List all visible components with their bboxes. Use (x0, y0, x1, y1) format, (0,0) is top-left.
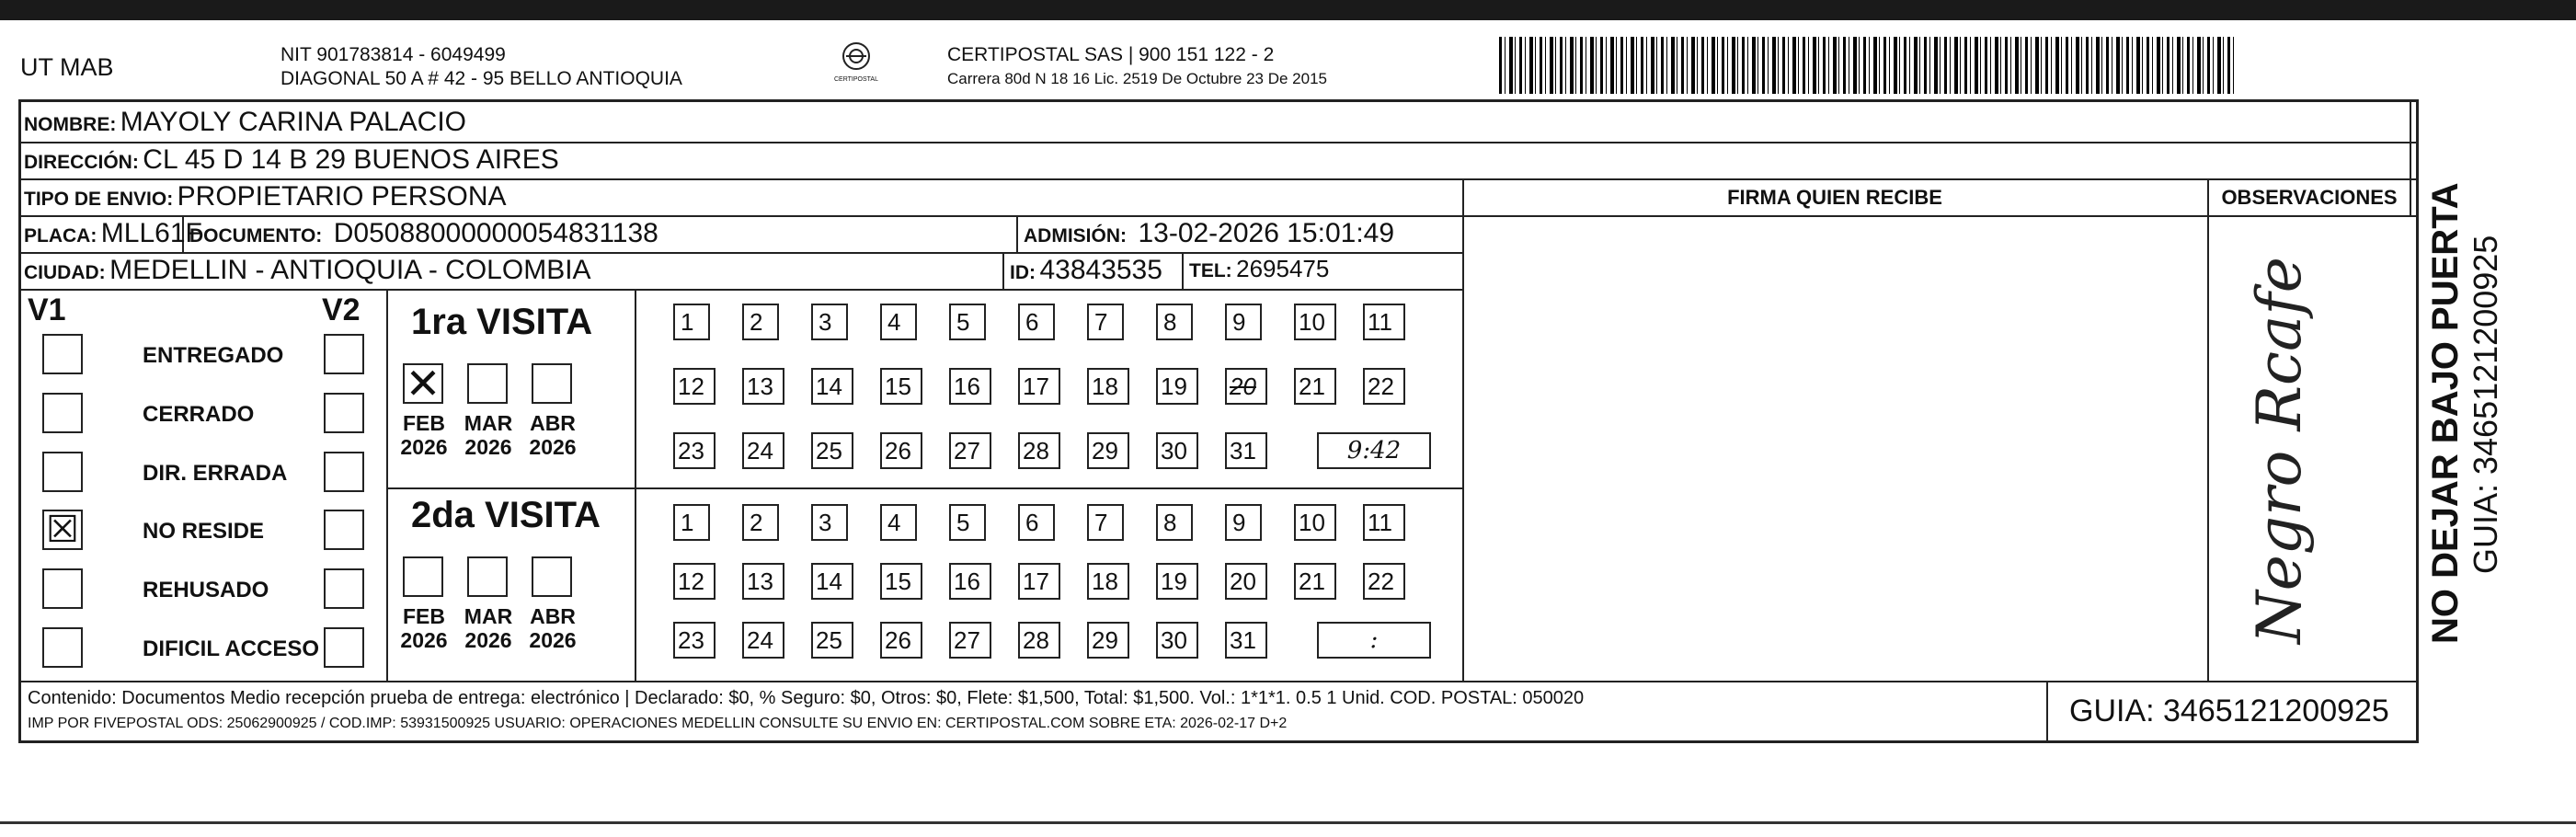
month-name: ABR (530, 411, 576, 435)
month-name: FEB (403, 604, 445, 628)
day-box: 7 (1087, 304, 1124, 340)
v2-checkbox (324, 568, 364, 609)
v2-checkbox (324, 627, 364, 668)
month-checkbox (532, 363, 572, 404)
day-box: 25 (811, 622, 853, 659)
month-label (456, 411, 521, 459)
tel-value: 2695475 (1236, 255, 1330, 282)
day-box: 27 (949, 432, 991, 469)
address-row (24, 144, 559, 176)
day-box: 30 (1156, 622, 1198, 659)
day-box: 2 (742, 304, 779, 340)
v2-checkbox (324, 452, 364, 492)
day-box: 10 (1294, 504, 1336, 541)
id-label: ID: (1010, 262, 1036, 283)
month-checkbox (467, 363, 508, 404)
day-box: 15 (880, 368, 922, 405)
day-box: 7 (1087, 504, 1124, 541)
day-box: 5 (949, 304, 986, 340)
v2-checkbox (324, 334, 364, 374)
v1-header: V1 (28, 292, 66, 327)
day-box: 27 (949, 622, 991, 659)
day-box: 13 (742, 368, 784, 405)
id-value: 43843535 (1039, 255, 1162, 285)
bottom-rule (0, 821, 2576, 824)
day-box: 21 (1294, 563, 1336, 600)
time-box: 9:42 (1317, 432, 1431, 469)
day-box: 9 (1225, 304, 1262, 340)
recipient-address: CL 45 D 14 B 29 BUENOS AIRES (143, 144, 559, 175)
day-box: 4 (880, 504, 917, 541)
day-box: 1 (673, 304, 710, 340)
month-label (521, 411, 585, 459)
day-box: 26 (880, 622, 922, 659)
visit2-title: 2da VISITA (411, 495, 601, 535)
shipment-type: PROPIETARIO PERSONA (177, 181, 507, 212)
handwritten-observation: Negro Rcafe (2244, 257, 2315, 644)
recipient-name: MAYOLY CARINA PALACIO (120, 107, 467, 137)
id-cell (1010, 255, 1162, 286)
day-box: 3 (811, 304, 848, 340)
documento-value: D05088000000054831138 (333, 218, 658, 248)
day-box: 16 (949, 563, 991, 600)
month-label (456, 604, 521, 652)
day-box: 22 (1363, 563, 1405, 600)
day-box: 11 (1363, 504, 1405, 541)
day-box: 12 (673, 563, 716, 600)
month-checkbox (532, 556, 572, 597)
v1-checkbox (42, 452, 83, 492)
month-year: 2026 (464, 628, 512, 652)
v1-checkbox (42, 510, 83, 550)
month-name: MAR (464, 411, 513, 435)
day-box: 9 (1225, 504, 1262, 541)
day-box: 16 (949, 368, 991, 405)
status-label: CERRADO (143, 402, 255, 427)
month-label (521, 604, 585, 652)
day-box: 6 (1018, 304, 1055, 340)
month-name: FEB (403, 411, 445, 435)
day-box: 25 (811, 432, 853, 469)
day-box: 12 (673, 368, 716, 405)
placa-value: MLL61F (100, 218, 202, 248)
v2-checkbox (324, 510, 364, 550)
month-name: MAR (464, 604, 513, 628)
footer-guia: GUIA: 3465121200925 (2069, 694, 2389, 728)
day-box: 19 (1156, 368, 1198, 405)
status-label: REHUSADO (143, 578, 269, 602)
day-box: 28 (1018, 432, 1060, 469)
barcode (1499, 37, 2235, 94)
month-label (392, 411, 456, 459)
placa-label: PLACA: (24, 225, 97, 247)
top-border (0, 0, 2576, 20)
recipient-name-row (24, 107, 466, 138)
month-year: 2026 (400, 628, 448, 652)
v2-header: V2 (322, 292, 361, 327)
day-box: 1 (673, 504, 710, 541)
ciudad-value: MEDELLIN - ANTIOQUIA - COLOMBIA (109, 255, 591, 285)
documento-label: DOCUMENTO: (189, 225, 323, 247)
tel-label: TEL: (1189, 260, 1232, 281)
month-year: 2026 (464, 435, 512, 459)
footer-contents: Contenido: Documentos Medio recepción prueba de entrega: electrónico | Declarado: $0, % Seguro: $0, Otros: $0, Flete: $1,500, Total: $1,500. Vol.: 1*1*1. 0.5 1 Unid. COD. POSTAL: 050020 (28, 688, 1585, 708)
day-box: 20 (1225, 368, 1267, 405)
day-box: 22 (1363, 368, 1405, 405)
day-box: 10 (1294, 304, 1336, 340)
day-box: 29 (1087, 432, 1129, 469)
nit: NIT 901783814 - 6049499 (280, 44, 506, 65)
month-label (392, 604, 456, 652)
ciudad-cell (24, 255, 591, 286)
tipo-label: TIPO DE ENVIO: (24, 189, 174, 210)
day-box: 17 (1018, 368, 1060, 405)
v1-checkbox (42, 334, 83, 374)
carrier-address: Carrera 80d N 18 16 Lic. 2519 De Octubre 23 De 2015 (947, 70, 1327, 87)
v1-checkbox (42, 393, 83, 433)
carrier-logo (828, 40, 885, 83)
ciudad-label: CIUDAD: (24, 262, 106, 283)
day-box: 19 (1156, 563, 1198, 600)
status-label: DIFICIL ACCESO (143, 636, 320, 661)
day-box: 13 (742, 563, 784, 600)
logo-icon (841, 40, 872, 72)
day-box: 23 (673, 622, 716, 659)
day-box: 2 (742, 504, 779, 541)
day-box: 24 (742, 622, 784, 659)
day-box: 4 (880, 304, 917, 340)
v1-checkbox (42, 568, 83, 609)
side-warning: NO DEJAR BAJO PUERTA (2425, 182, 2466, 644)
day-box: 11 (1363, 304, 1405, 340)
status-label: DIR. ERRADA (143, 461, 288, 486)
month-checkbox (467, 556, 508, 597)
month-checkbox (403, 359, 443, 408)
admision-label: ADMISIÓN: (1024, 225, 1127, 247)
day-box: 21 (1294, 368, 1336, 405)
day-box: 8 (1156, 504, 1193, 541)
v1-checkbox (42, 627, 83, 668)
day-box: 20 (1225, 563, 1267, 600)
day-box: 17 (1018, 563, 1060, 600)
day-box: 6 (1018, 504, 1055, 541)
day-box: 14 (811, 563, 853, 600)
check-mark: ☒ (46, 509, 79, 551)
day-box: 5 (949, 504, 986, 541)
month-year: 2026 (529, 435, 577, 459)
time-box: : (1317, 622, 1431, 659)
status-label: NO RESIDE (143, 519, 265, 544)
day-box: 8 (1156, 304, 1193, 340)
footer-imp: IMP POR FIVEPOSTAL ODS: 25062900925 / COD.IMP: 53931500925 USUARIO: OPERACIONES MEDELLIN CONSULTE SU ENVIO EN: CERTIPOSTAL.COM SOBRE ETA: 2026-02-17 D+2 (28, 716, 1288, 731)
day-box: 24 (742, 432, 784, 469)
tel-cell (1189, 255, 1329, 283)
day-box: 28 (1018, 622, 1060, 659)
side-guia: GUIA: 3465121200925 (2467, 235, 2504, 574)
firma-header: FIRMA QUIEN RECIBE (1727, 186, 1942, 209)
day-box: 31 (1225, 622, 1267, 659)
day-box: 15 (880, 563, 922, 600)
day-box: 30 (1156, 432, 1198, 469)
day-box: 14 (811, 368, 853, 405)
check-mark: ✕ (405, 359, 441, 408)
status-label: ENTREGADO (143, 343, 284, 368)
day-box: 3 (811, 504, 848, 541)
observaciones-header: OBSERVACIONES (2221, 186, 2398, 209)
direccion-label: DIRECCIÓN: (24, 152, 139, 173)
shipment-type-row (24, 181, 507, 212)
month-name: ABR (530, 604, 576, 628)
v2-checkbox (324, 393, 364, 433)
day-box: 26 (880, 432, 922, 469)
documento-cell (189, 218, 658, 249)
day-box: 23 (673, 432, 716, 469)
day-box: 18 (1087, 563, 1129, 600)
month-year: 2026 (400, 435, 448, 459)
day-box: 31 (1225, 432, 1267, 469)
placa-cell (24, 218, 202, 249)
visit1-title: 1ra VISITA (411, 302, 593, 342)
day-box: 18 (1087, 368, 1129, 405)
company-address: DIAGONAL 50 A # 42 - 95 BELLO ANTIOQUIA (280, 68, 682, 89)
nombre-label: NOMBRE: (24, 114, 117, 135)
admision-value: 13-02-2026 15:01:49 (1138, 218, 1395, 248)
carrier-name: CERTIPOSTAL SAS | 900 151 122 - 2 (947, 44, 1275, 65)
day-box: 29 (1087, 622, 1129, 659)
admision-cell (1024, 218, 1394, 249)
month-checkbox (403, 556, 443, 597)
month-year: 2026 (529, 628, 577, 652)
logo-text: CERTIPOSTAL (834, 76, 878, 83)
company-name: UT MAB (20, 53, 114, 81)
